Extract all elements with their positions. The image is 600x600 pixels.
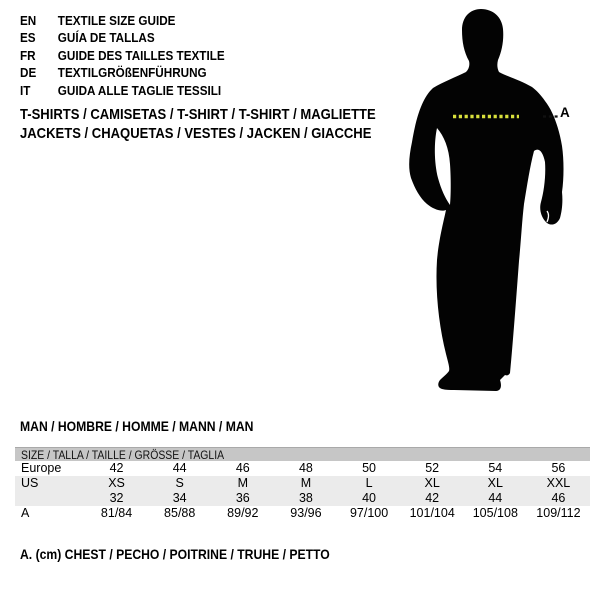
man-silhouette-svg [406, 6, 566, 402]
size-guide-figure [406, 6, 566, 402]
section-title: MAN / HOMBRE / HOMME / MANN / MAN [20, 418, 254, 434]
table-cell: 89/92 [227, 506, 259, 520]
language-title: TEXTILGRÖßENFÜHRUNG [57, 65, 207, 81]
table-cell: 105/108 [472, 506, 518, 520]
language-title: GUIDA ALLE TAGLIE TESSILI [57, 82, 222, 98]
language-row-de [20, 64, 225, 81]
table-cell: M [300, 476, 312, 490]
size-table-header: SIZE / TALLA / TAILLE / GRÖSSE / TAGLIA [15, 447, 590, 461]
table-cell: 50 [362, 461, 377, 475]
table-cell: 85/88 [164, 506, 196, 520]
language-row-fr [20, 47, 225, 64]
table-row-europe [15, 461, 590, 476]
size-table [15, 447, 590, 521]
language-row-en [20, 12, 225, 29]
language-code: ES [20, 30, 36, 46]
row-label: Europe [21, 461, 62, 475]
row-label [15, 491, 85, 506]
table-cell: 101/104 [409, 506, 455, 520]
row-label: A [21, 506, 30, 520]
language-code: EN [20, 13, 37, 28]
table-cell: 34 [172, 491, 187, 505]
table-cell: 42 [425, 491, 440, 505]
table-cell: XS [108, 476, 125, 490]
table-cell: 109/112 [536, 506, 581, 520]
table-cell: 44 [488, 491, 503, 505]
table-cell: 44 [172, 461, 187, 475]
table-cell: 40 [362, 491, 377, 505]
table-cell: XL [424, 476, 440, 490]
table-cell: 56 [551, 461, 566, 475]
language-code: IT [20, 82, 31, 98]
table-cell: 46 [551, 491, 566, 505]
table-cell: 54 [488, 461, 503, 475]
table-row-us [15, 476, 590, 491]
language-title: TEXTILE SIZE GUIDE [57, 13, 176, 28]
table-row-us-numeric [15, 491, 590, 506]
man-silhouette [409, 9, 563, 391]
table-cell: 81/84 [100, 506, 133, 520]
table-cell: M [237, 476, 249, 490]
language-title: GUÍA DE TALLAS [57, 30, 155, 46]
language-row-it [20, 82, 225, 99]
table-cell: L [365, 476, 373, 490]
language-list [20, 12, 247, 99]
category-line-tshirts: T-SHIRTS / CAMISETAS / T-SHIRT / T-SHIRT / MAGLIETTE [20, 106, 376, 123]
table-cell: 46 [235, 461, 250, 475]
category-line-jackets: JACKETS / CHAQUETAS / VESTES / JACKEN / GIACCHE [20, 124, 372, 142]
table-cell: XXL [546, 476, 571, 490]
table-row-chest-cm [15, 506, 590, 521]
category-lines [20, 106, 429, 143]
table-cell: 36 [235, 491, 250, 505]
language-row-es [20, 29, 225, 46]
measurement-footnote: A. (cm) CHEST / PECHO / POITRINE / TRUHE / PETTO [20, 546, 330, 562]
table-cell: 42 [109, 461, 124, 475]
measure-label-a: A [560, 105, 570, 120]
language-title: GUIDE DES TAILLES TEXTILE [57, 47, 225, 63]
table-cell: 97/100 [349, 506, 389, 520]
table-cell: 32 [109, 491, 124, 505]
table-cell: 38 [298, 491, 313, 505]
table-cell: 52 [425, 461, 440, 475]
language-code: FR [20, 47, 36, 63]
table-cell: XL [487, 476, 503, 490]
table-cell: 93/96 [290, 506, 322, 520]
row-label: US [21, 476, 39, 490]
table-cell: S [175, 476, 184, 490]
language-code: DE [20, 65, 37, 81]
table-cell: 48 [298, 461, 313, 475]
